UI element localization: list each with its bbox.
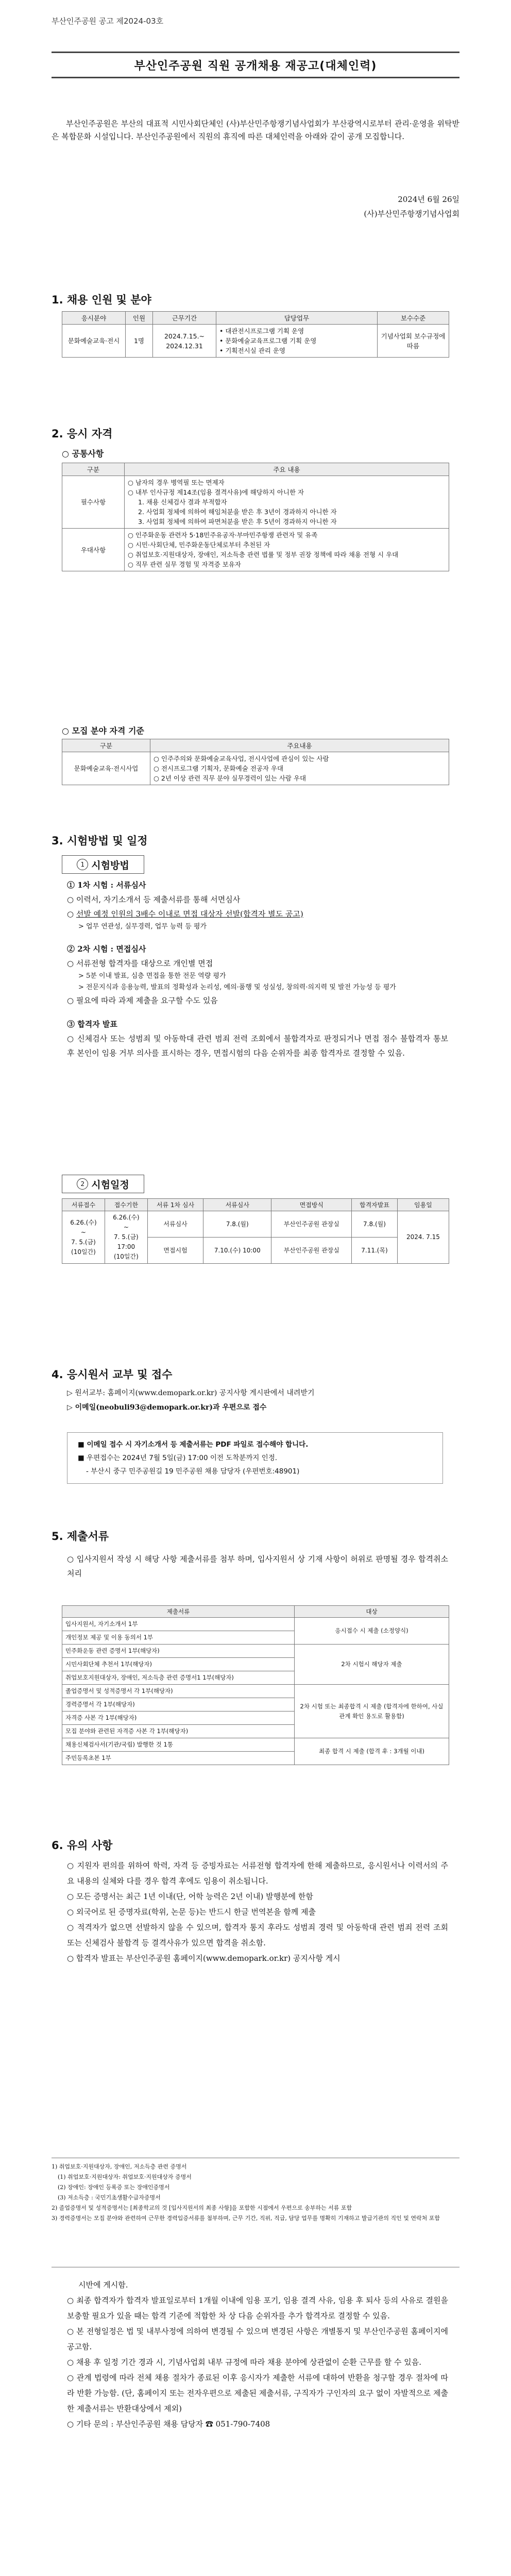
field-items	[150, 752, 449, 785]
table-header: 주요내용	[150, 739, 449, 752]
list-item: ○ 직무 관련 실무 경험 및 자격증 보유자	[128, 561, 241, 568]
notice-list-2	[67, 2277, 448, 2432]
table-row: 취업보호지원대상자, 장애인, 저소득층 관련 증명서1 1부(해당자)	[62, 1671, 295, 1685]
list-item: 시반에 게시함.	[78, 2280, 128, 2290]
common-requirements-heading: ○ 공통사항	[62, 449, 104, 459]
schedule-cell: 7.8.(월)	[203, 1211, 271, 1238]
schedule-cell: 7.8.(월)	[352, 1211, 398, 1238]
list-item: - 부산시 중구 민주공원길 19 민주공원 채용 담당자 (우편번호:48901)	[86, 1467, 300, 1476]
schedule-cell: 부산인주공원 관장실	[271, 1211, 352, 1238]
table-row: 졸업증명서 및 성적증명서 각 1부(해당자)	[62, 1685, 295, 1698]
schedule-table	[62, 1198, 449, 1264]
table-row: 민주화운동 관련 증명서 1부(해당자)	[62, 1645, 295, 1658]
exam-schedule-box: 2 시험일정	[62, 1175, 144, 1193]
list-item: > 업무 연관성, 실무경력, 업무 능력 등 평가	[78, 923, 207, 930]
list-item: ○ 본 전형일정은 법 및 내부사정에 의하여 변경될 수 있으며 변경된 사항은 개별통지 및 부산인주공원 홈페이지에 공고함.	[67, 2327, 449, 2351]
documents-table	[62, 1605, 449, 1765]
table-row: 모집 분야와 관련된 자격증 사본 각 1부(해당자)	[62, 1725, 295, 1738]
table-header: 접수기한	[105, 1199, 147, 1211]
list-item: ○ 합격자 발표는 부산인주공원 홈페이지(www.demopark.or.kr) 공지사항 게시	[67, 1954, 340, 1963]
footnote: (2) 장애인: 장애인 등록증 또는 장애인증명서	[58, 2184, 170, 2191]
list-item: ○ 필요에 따라 과제 제출을 요구할 수도 있음	[67, 996, 218, 1005]
pref-list	[125, 529, 449, 571]
application-lines	[67, 1386, 448, 1415]
list-item: ▷ 이메일(neobuli93@demopark.or.kr)과 우편으로 접수	[67, 1403, 267, 1412]
documents-intro: ○ 입사지원서 작성 시 해당 사항 제출서류를 첨부 하며, 입사지원서 상 기재 사항이 허위로 판명될 경우 합격취소 처리	[67, 1554, 449, 1578]
table-header: 합격자발표	[352, 1199, 398, 1211]
schedule-cell: 6.26.(수) ~ 7. 5.(금) (10일간)	[62, 1211, 105, 1264]
footnote: (3) 저소득층 : 국민기초생활수급자증명서	[58, 2194, 161, 2201]
list-item: ○ 관계 법령에 따라 전체 채용 절차가 종료된 이후 응시자가 제출한 서류에 대하여 반환을 청구할 경우 절차에 따라 반환 가능함. (단, 홈페이지 또는 전자우편으로 제출된 제출서류, 구직자가 구인자의 요구 없이 자발적으로 제출한 제출서류는 반환대상에서 제외)	[67, 2373, 448, 2413]
schedule-cell: 2024. 7.15	[397, 1211, 449, 1264]
step-1-heading: ① 1차 시험 : 서류심사	[67, 880, 146, 890]
document-number: 부산인주공원 공고 제2024-03호	[52, 16, 164, 26]
exam-method-box: 1 시험방법	[62, 855, 144, 874]
footnotes	[52, 2162, 459, 2224]
list-item: • 문화예술교육프로그램 기획 운영	[219, 337, 317, 345]
list-item: 1. 채용 신체검사 결과 부적합자	[138, 498, 227, 506]
list-item: ○ 외국어로 된 증명자료(학위, 논문 등)는 반드시 한글 번역본을 함께 제출	[67, 1907, 316, 1917]
table-header: 주요 내용	[125, 463, 449, 476]
section-3-heading: 3. 시험방법 및 일정	[52, 835, 148, 847]
period-cell: 2024.7.15.~ 2024.12.31	[153, 325, 216, 358]
table-header: 구분	[62, 463, 125, 476]
field-criteria-heading: ○ 모집 분야 자격 기준	[62, 726, 144, 736]
list-item: ■ 우편접수는 2024년 7월 5일(금) 17:00 이전 도착분까지 인정.	[78, 1454, 278, 1462]
schedule-cell: 6.26.(수) ~ 7. 5.(금) 17:00 (10일간)	[105, 1211, 147, 1264]
list-item: > 전문지식과 응용능력, 발표의 정확성과 논리성, 예의·품행 및 성실성, 창의력·의지력 및 발전 가능성 등 평가	[78, 984, 396, 991]
number-icon: 1	[77, 859, 88, 870]
table-header: 구분	[62, 739, 150, 752]
exam-method-body	[67, 878, 448, 1060]
table-row: 입사지원서, 자기소개서 1부	[62, 1618, 295, 1631]
list-item: ■ 이메일 접수 시 자기소개서 등 제출서류는 PDF 파일로 접수해야 합니다.	[78, 1440, 309, 1449]
list-item: > 5분 이내 발표, 심층 면접을 통한 전문 역량 평가	[78, 972, 226, 980]
table-row: 응시접수 시 제출 (소정양식)	[295, 1618, 449, 1645]
list-item: ○ 선발 예정 인원의 3배수 이내로 면접 대상자 선발(합격자 별도 공고)	[67, 909, 303, 919]
table-header: 서류심사	[203, 1199, 271, 1211]
table-row: 시민사회단체 추천서 1부(해당자)	[62, 1658, 295, 1671]
schedule-cell: 서류심사	[147, 1211, 203, 1238]
section-1-heading: 1. 채용 인원 및 분야	[52, 294, 151, 306]
footnote: 3) 경력증명서는 모집 분야와 관련하여 근무한 경력입증서류를 첨부하며, 근무 기간, 직위, 직급, 담당 업무를 명확히 기재하고 발급기관의 직인 및 연락처 포함	[52, 2215, 440, 2222]
list-item: ○ 취업보호·지원대상자, 장애인, 저소득층 관련 법률 및 정부 권장 정책에 따라 채용 전형 시 우대	[128, 551, 399, 558]
table-row: 2차 시험 또는 최종합격 시 제출 (합격자에 한하여, 사실관계 확인 용도로 활용함)	[295, 1685, 449, 1738]
table-header: 서류 1차 심사	[147, 1199, 203, 1211]
table-row: 주민등록초본 1부	[62, 1752, 295, 1765]
table-header: 응시분야	[62, 312, 126, 325]
duties-cell	[216, 325, 378, 358]
pay-cell: 기념사업회 보수규정에 따름	[378, 325, 449, 358]
list-item: ○ 신체검사 또는 성범죄 및 아동학대 관련 범죄 전력 조회에서 불합격자로 판정되거나 면접 점수 불합격자 통보 후 본인이 임용 거부 의사를 표시하는 경우, 면접시험의 다음 순위자를 최종 합격자로 결정할 수 있음.	[67, 1034, 448, 1058]
intro-paragraph: 부산인주공원은 부산의 대표적 시민사회단체인 (사)부산민주항쟁기념사업회가 부산광역시로부터 관리·운영을 위탁받은 복합문화 시설입니다. 부산인주공원에서 직원의 휴직에 따른 대체인력을 아래와 같이 공개 모집합니다.	[52, 119, 459, 141]
section-5-heading: 5. 제출서류	[52, 1530, 109, 1543]
list-item: ○ 전시프로그램 기획자, 문화예술 전공자 우대	[154, 765, 284, 772]
list-item: ○ 모든 증명서는 최근 1년 이내(단, 어학 능력은 2년 이내) 발행분에 한함	[67, 1892, 313, 1901]
list-item: ○ 채용 후 일정 기간 경과 시, 기념사업회 내부 규정에 따라 채용 분야에 상관없이 순환 근무를 할 수 있음.	[67, 2358, 422, 2367]
footnote: 1) 취업보호·지원대상자, 장애인, 저소득층 관련 증명서	[52, 2163, 187, 2170]
list-item: ○ 적격자가 없으면 선발하지 않을 수 있으며, 합격자 통지 후라도 성범죄 경력 및 아동학대 관련 범죄 전력 조회 또는 신체검사 불합격 등 결격사유가 있으면 합격을 취소함.	[67, 1923, 448, 1947]
section-4-heading: 4. 응시원서 교부 및 접수	[52, 1368, 173, 1381]
schedule-cell: 7.11.(목)	[352, 1238, 398, 1264]
step-2-heading: ② 2차 시험 : 면접심사	[67, 944, 146, 954]
organization-name: (사)부산민주항쟁기념사업회	[364, 209, 459, 218]
table-row: 2차 시험시 해당자 제출	[295, 1645, 449, 1685]
table-row: 채용신체검사서(기관/국립) 발행한 것 1통	[62, 1738, 295, 1752]
field-cell: 문화예술교육·전시	[62, 325, 126, 358]
table-header: 제출서류	[62, 1606, 295, 1618]
section-2-heading: 2. 응시 자격	[52, 428, 113, 440]
list-item: ○ 내부 인사규정 제14조(임용 결격사유)에 해당하지 아니한 자	[128, 488, 304, 496]
list-item: ○ 이력서, 자기소개서 등 제출서류를 통해 서면심사	[67, 895, 241, 904]
table-header: 근무기간	[153, 312, 216, 325]
list-item: ○ 시민·사회단체, 민주화운동단체로부터 추천된 자	[128, 541, 270, 549]
count-cell: 1명	[126, 325, 153, 358]
qualification-table	[62, 463, 449, 571]
footnote: (1) 취업보호·지원대상자: 취업보호·지원대상자 증명서	[58, 2174, 192, 2180]
table-header: 보수수준	[378, 312, 449, 325]
list-item: ○ 2년 이상 관련 직무 분야 실무경력이 있는 사람 우대	[154, 774, 306, 782]
list-item: 2. 사업회 정체에 의하여 해임처분을 받은 후 3년이 경과하지 아니한 자	[138, 508, 337, 516]
list-item: ○ 최종 합격자가 합격자 발표일로부터 1개월 이내에 임용 포기, 임용 결격 사유, 임용 후 퇴사 등의 사유로 결원을 보충할 필요가 있을 때는 합격 기준에 적합한 차 상 다음 순위자를 추가 합격자로 결정할 수 있음.	[67, 2296, 449, 2320]
step-3-heading: ③ 합격자 발표	[67, 1020, 117, 1029]
list-item: ○ 남자의 경우 병역필 또는 면제자	[128, 479, 225, 486]
list-item: ▷ 원서교부: 홈페이지(www.demopark.or.kr) 공지사항 게시판에서 내려받기	[67, 1389, 315, 1397]
table-header: 담당업무	[216, 312, 378, 325]
list-item: ○ 서류전형 합격자를 대상으로 개인별 면접	[67, 959, 213, 968]
pref-label: 우대사항	[62, 529, 125, 571]
recruitment-table	[62, 311, 449, 358]
table-header: 대상	[295, 1606, 449, 1618]
table-header: 인원	[126, 312, 153, 325]
application-notes-box	[67, 1432, 443, 1484]
must-list	[125, 476, 449, 529]
section-6-heading: 6. 유의 사항	[52, 1839, 113, 1852]
table-row: 최종 합격 시 제출 (합격 후 : 3개월 이내)	[295, 1738, 449, 1765]
list-item: • 대관전시프로그램 기획 운영	[219, 327, 304, 335]
table-row: 개인정보 제공 및 이용 동의서 1부	[62, 1631, 295, 1645]
list-item: ○ 인주화운동 관련자 5·18민주유공자·부마민주항쟁 관련자 및 유족	[128, 531, 318, 539]
document-title: 부산인주공원 직원 공개채용 재공고(대체인력)	[52, 52, 459, 78]
schedule-cell: 부산인주공원 관장실	[271, 1238, 352, 1264]
number-icon: 2	[77, 1178, 88, 1190]
table-header: 면접방식	[271, 1199, 352, 1211]
announcement-date: 2024년 6월 26일	[398, 195, 459, 204]
list-item: ○ 인주주의와 문화예술교육사업, 전시사업에 관심이 있는 사람	[154, 755, 329, 762]
list-item: ○ 지원자 편의를 위하여 학력, 자격 등 증빙자료는 서류전형 합격자에 한해 제출하므로, 응시원서나 이력서의 주요 내용의 실체와 다를 경우 합격 후에도 임용이 취소됩니다.	[67, 1861, 449, 1886]
schedule-cell: 7.10.(수) 10:00	[203, 1238, 271, 1264]
field-criteria-table	[62, 739, 449, 785]
list-item: 3. 사업회 정체에 의하여 파면처분을 받은 후 5년이 경과하지 아니한 자	[138, 518, 337, 526]
contact-line: ○ 기타 문의 : 부산인주공원 채용 담당자 ☎ 051-790-7408	[67, 2419, 270, 2429]
field-label: 문화예술교육·전시사업	[62, 752, 150, 785]
list-item: • 기획전시실 관리 운영	[219, 347, 285, 354]
notice-list-1	[67, 1858, 448, 1966]
table-row: 자격증 사본 각 1부(해당자)	[62, 1711, 295, 1725]
table-header: 임용일	[397, 1199, 449, 1211]
must-label: 필수사항	[62, 476, 125, 529]
schedule-cell: 면접시험	[147, 1238, 203, 1264]
table-header: 서류접수	[62, 1199, 105, 1211]
table-row: 경력증명서 각 1부(해당자)	[62, 1698, 295, 1711]
footnote: 2) 졸업증명서 및 성적증명서는 [최종학교의 것 [입사지원서의 최종 사항]을 포함한 시점에서 우편으로 송부하는 서류 포함	[52, 2205, 352, 2211]
